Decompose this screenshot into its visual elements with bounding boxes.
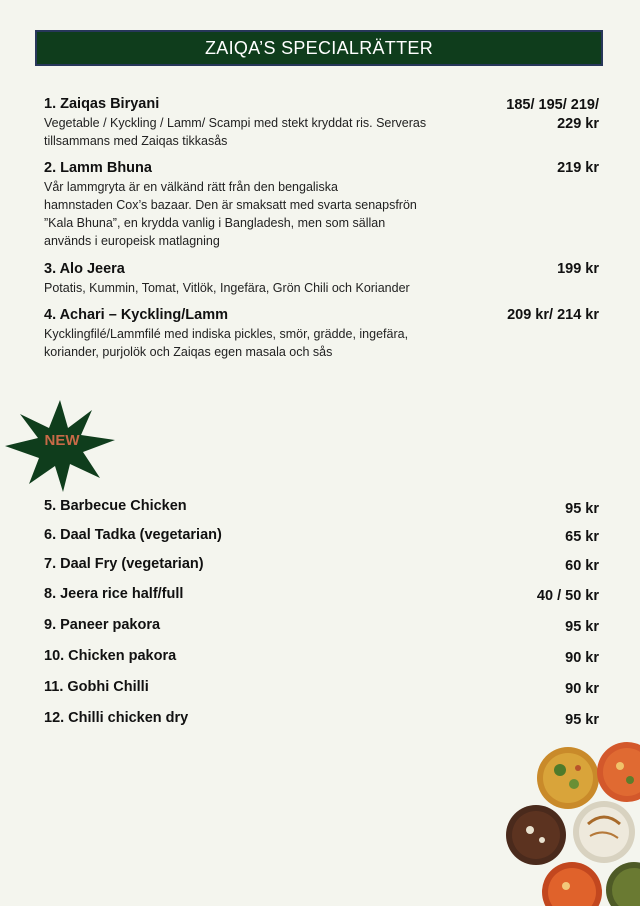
item-description: Kycklingfilé/Lammfilé med indiska pickles, smör, grädde, ingefära, koriander, purjolök och Zaiqas egen masala och sås	[44, 327, 409, 359]
menu-item-chilli-chicken-dry	[44, 710, 599, 728]
item-name: 10. Chicken pakora	[44, 648, 177, 664]
item-name: 8. Jeera rice half/full	[44, 586, 184, 602]
item-name: 5. Barbecue Chicken	[44, 498, 187, 514]
item-name: 7. Daal Fry (vegetarian)	[44, 556, 204, 572]
menu-item-jeera-rice	[44, 586, 599, 604]
new-badge-label: NEW	[44, 432, 80, 449]
item-name: 9. Paneer pakora	[44, 617, 161, 633]
menu-item-barbecue-chicken	[44, 498, 599, 517]
menu-item-zaiqas-biryani	[44, 96, 599, 150]
item-price: 199 kr	[557, 261, 599, 277]
menu-title: ZAIQA’S SPECIALRÄTTER	[204, 37, 433, 58]
item-price: 219 kr	[557, 160, 599, 176]
item-name: 12. Chilli chicken dry	[44, 710, 189, 726]
menu-item-alo-jeera	[44, 261, 599, 297]
item-price: 95 kr	[565, 619, 599, 635]
menu-item-daal-tadka	[44, 527, 599, 545]
food-dishes-image	[500, 740, 640, 906]
menu-title-banner	[35, 30, 603, 66]
menu-item-daal-fry	[44, 556, 599, 574]
menu-item-achari	[44, 307, 599, 361]
item-price: 185/ 195/ 219/ 229 kr	[506, 97, 599, 132]
item-price: 95 kr	[565, 712, 599, 728]
item-price: 65 kr	[565, 529, 599, 545]
item-name: 1. Zaiqas Biryani	[44, 96, 160, 112]
item-price: 90 kr	[565, 681, 599, 697]
item-price: 95 kr	[565, 501, 599, 517]
item-description: Vegetable / Kyckling / Lamm/ Scampi med stekt kryddat ris. Serveras tillsammans med Zaiqas tikkasås	[44, 116, 427, 148]
item-price: 209 kr/ 214 kr	[507, 307, 599, 323]
item-name: 11. Gobhi Chilli	[44, 679, 149, 695]
item-price: 40 / 50 kr	[536, 588, 599, 604]
item-description: Vår lammgryta är en välkänd rätt från den bengaliska hamnstaden Cox’s bazaar. Den är smaksatt med svarta senapsfrön ”Kala Bhuna”, en krydda vanlig i Bangladesh, men som sällan används i europeisk matlagning	[44, 180, 417, 248]
item-name: 6. Daal Tadka (vegetarian)	[44, 527, 222, 543]
item-price: 60 kr	[565, 558, 599, 574]
item-name: 4. Achari – Kyckling/Lamm	[44, 307, 229, 323]
item-name: 3. Alo Jeera	[44, 261, 125, 277]
menu-item-paneer-pakora	[44, 617, 599, 635]
menu-item-lamm-bhuna	[44, 160, 599, 250]
item-name: 2. Lamm Bhuna	[44, 160, 152, 176]
item-price: 90 kr	[565, 650, 599, 666]
menu-item-gobhi-chilli	[44, 679, 599, 697]
item-description: Potatis, Kummin, Tomat, Vitlök, Ingefära, Grön Chili och Koriander	[44, 281, 410, 295]
menu-item-chicken-pakora	[44, 648, 599, 666]
